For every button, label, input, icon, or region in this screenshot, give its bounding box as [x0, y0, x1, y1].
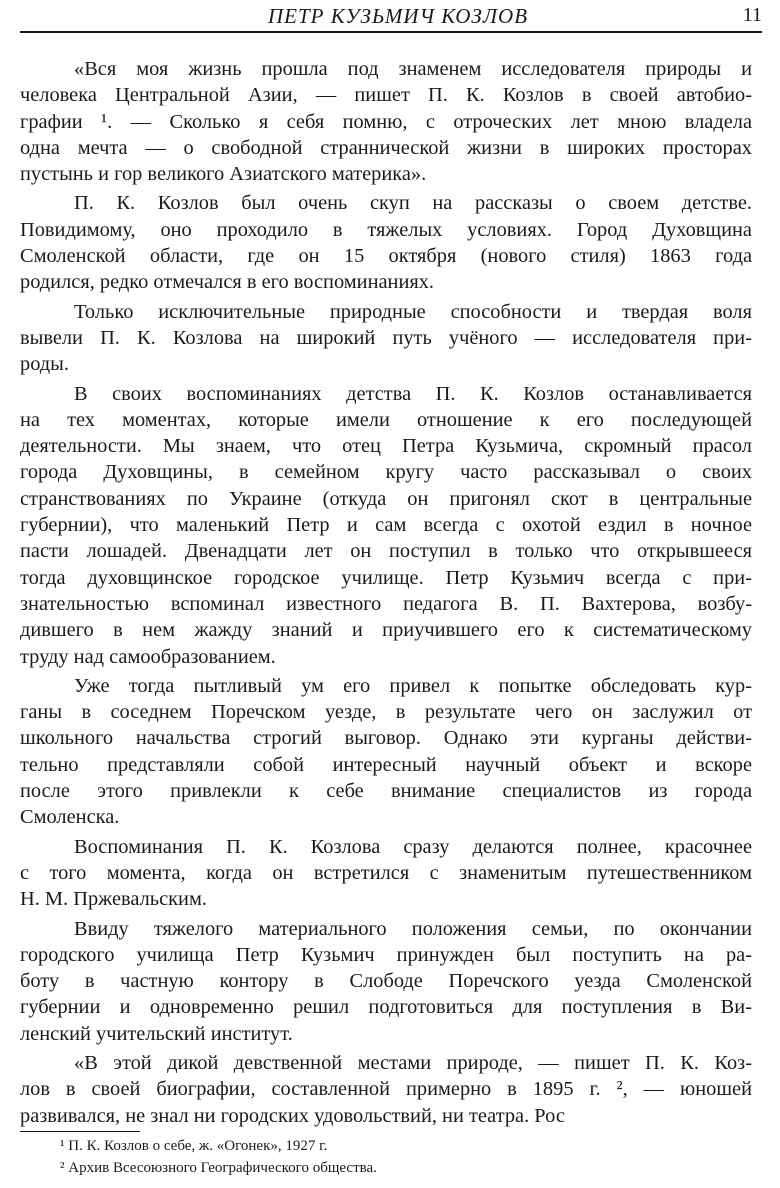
paragraph — [20, 381, 752, 670]
text-line: на тех моментах, которые имели отношение к его последующей — [20, 408, 752, 431]
text-line: вывели П. К. Козлова на широкий путь учёного — исследователя при- — [20, 326, 752, 349]
paragraph — [20, 673, 752, 831]
running-title: ПЕТР КУЗЬМИЧ КОЗЛОВ — [268, 4, 529, 28]
body-text — [20, 56, 752, 1132]
paragraph — [20, 916, 752, 1047]
text-line: труду над самообразованием. — [20, 645, 276, 668]
text-line: ленский учительский институт. — [20, 1022, 293, 1045]
paragraph — [20, 299, 752, 378]
text-line: роды. — [20, 353, 69, 376]
text-line: с того момента, когда он встретился с знаменитым путешественником — [20, 861, 752, 884]
header-rule — [20, 31, 762, 33]
text-line: Смоленска. — [20, 806, 120, 829]
text-line: графии ¹. — Сколько я себя помню, с отроческих лет мною владела — [20, 110, 752, 133]
text-line: Повидимому, оно проходило в тяжелых условиях. Город Духовщина — [20, 218, 752, 241]
text-line: развивался, не знал ни городских удовольствий, ни театра. Рос — [20, 1104, 565, 1127]
text-line: деятельности. Мы знаем, что отец Петра Кузьмича, скромный прасол — [20, 435, 752, 458]
paragraph — [20, 190, 752, 295]
text-line: города Духовщины, в семейном кругу часто рассказывал о своих — [20, 461, 752, 484]
text-line: П. К. Козлов был очень скуп на рассказы о своем детстве. — [74, 192, 752, 215]
text-line: одна мечта — о свободной страннической жизни в широких просторах — [20, 136, 752, 159]
text-line: «Вся моя жизнь прошла под знаменем исследователя природы и — [74, 58, 752, 80]
text-line: ганы в соседнем Поречском уезде, в результате чего он заслужил от — [20, 701, 752, 724]
text-line: Воспоминания П. К. Козлова сразу делаются полнее, красочнее — [74, 835, 752, 858]
text-line: знательностью вспоминал известного педагога В. П. Вахтерова, возбу- — [20, 592, 752, 615]
text-line: пасти лошадей. Двенадцати лет он поступил в только что открывшееся — [20, 540, 752, 563]
footnote-1: ¹ П. К. Козлов о себе, ж. «Огонек», 1927 г. — [60, 1138, 328, 1154]
paragraph — [20, 56, 752, 187]
text-line: губернии), что маленький Петр и сам всегда с охотой ездил в ночное — [20, 514, 752, 537]
text-line: тельно представляли собой интересный научный объект и вскоре — [20, 753, 752, 776]
text-line: В своих воспоминаниях детства П. К. Козлов останавливается — [74, 382, 752, 405]
text-line: Только исключительные природные способности и твердая воля — [74, 300, 752, 323]
text-line: лов в своей биографии, составленной примерно в 1895 г. ², — юношей — [20, 1078, 752, 1101]
text-line: странствованиях по Украине (откуда он пригонял скот в центральные — [20, 487, 752, 510]
text-line: Н. М. Пржевальским. — [20, 888, 207, 911]
text-line: школьного начальства строгий выговор. Однако эти курганы действи- — [20, 727, 752, 750]
footnote-rule — [20, 1131, 140, 1132]
text-line: Смоленской области, где он 15 октября (нового стиля) 1863 года — [20, 245, 752, 268]
text-line: дившего в нем жажду знаний и приучившего его к систематическому — [20, 619, 752, 642]
text-line: губернии и одновременно решил подготовиться для поступления в Ви- — [20, 996, 752, 1019]
paragraph — [20, 1050, 752, 1129]
text-line: Уже тогда пытливый ум его привел к попытке обследовать кур- — [74, 674, 752, 697]
text-line: тогда духовщинское городское училище. Петр Кузьмич всегда с при- — [20, 566, 752, 589]
footnote-2: ² Архив Всесоюзного Географического общества. — [60, 1160, 377, 1176]
footnotes — [60, 1135, 377, 1179]
text-line: человека Центральной Азии, — пишет П. К. Козлов в своей автобио- — [20, 84, 752, 107]
text-line: «В этой дикой девственной местами природе, — пишет П. К. Коз- — [74, 1051, 752, 1074]
page-number: 11 — [742, 4, 762, 26]
text-line: после этого привлекли к себе внимание специалистов из города — [20, 780, 752, 803]
paragraph — [20, 834, 752, 913]
text-line: пустынь и гор великого Азиатского материка». — [20, 163, 427, 186]
text-line: Ввиду тяжелого материального положения семьи, по окончании — [74, 917, 752, 940]
running-header — [20, 4, 762, 30]
text-line: городского училища Петр Кузьмич принужден был поступить на ра- — [20, 943, 752, 966]
text-line: родился, редко отмечался в его воспоминаниях. — [20, 271, 435, 294]
text-line: боту в частную контору в Слободе Поречского уезда Смоленской — [20, 970, 752, 993]
